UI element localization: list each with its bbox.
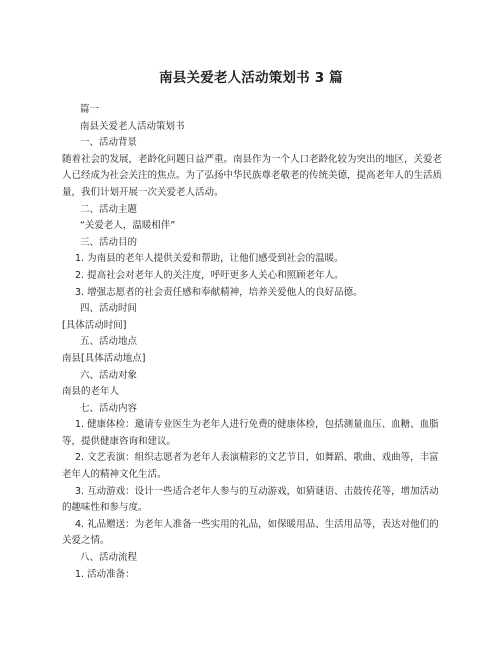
document-body <box>62 102 444 583</box>
purpose-item-1: 1. 为南县的老年人提供关爱和帮助，让他们感受到社会的温暖。 <box>75 253 344 265</box>
document-subtitle: 南县关爱老人活动策划书 <box>80 120 185 132</box>
section-body-time: [具体活动时间] <box>62 319 127 331</box>
content-item-2: 2. 文艺表演：组织志愿者为老年人表演精彩的文艺节目，如舞蹈、歌曲、戏曲等，丰富老年人的精神文化生活。 <box>62 452 439 481</box>
section-heading-purpose: 三、活动目的 <box>80 236 138 248</box>
section-heading-time: 四、活动时间 <box>80 303 138 315</box>
section-body-audience: 南县的老年人 <box>62 386 120 398</box>
process-item-1: 1. 活动准备： <box>75 568 135 580</box>
content-item-4: 4. 礼品赠送：为老年人准备一些实用的礼品，如保暖用品、生活用品等，表达对他们的关爱之情。 <box>62 518 439 547</box>
section-heading-theme: 二、活动主题 <box>80 203 138 215</box>
content-item-3: 3. 互动游戏：设计一些适合老年人参与的互动游戏，如猜谜语、击鼓传花等，增加活动的趣味性和参与度。 <box>62 485 439 514</box>
part-label: 篇一 <box>80 104 100 115</box>
section-heading-audience: 六、活动对象 <box>80 369 138 381</box>
section-body-theme: “关爱老人，温暖相伴” <box>80 220 176 232</box>
document-title: 南县关爱老人活动策划书 3 篇 <box>159 70 343 86</box>
section-heading-process: 八、活动流程 <box>80 552 138 564</box>
purpose-item-3: 3. 增强志愿者的社会责任感和奉献精神，培养关爱他人的良好品德。 <box>75 286 363 298</box>
section-heading-content: 七、活动内容 <box>80 402 138 414</box>
content-item-1: 1. 健康体检：邀请专业医生为老年人进行免费的健康体检，包括测量血压、血糖、血脂等，提供健康咨询和建议。 <box>62 419 439 447</box>
section-body-location: 南县[具体活动地点] <box>62 352 146 364</box>
section-heading-location: 五、活动地点 <box>80 336 138 348</box>
section-heading-background: 一、活动背景 <box>80 137 138 149</box>
section-body-background: 随着社会的发展，老龄化问题日益严重。南县作为一个人口老龄化较为突出的地区，关爱老人已经成为社会关注的焦点。为了弘扬中华民族尊老敬老的传统美德，提高老年人的生活质量，我们计划开展一次关爱老人活动。 <box>62 153 443 198</box>
purpose-item-2: 2. 提高社会对老年人的关注度，呼吁更多人关心和照顾老年人。 <box>75 269 344 281</box>
